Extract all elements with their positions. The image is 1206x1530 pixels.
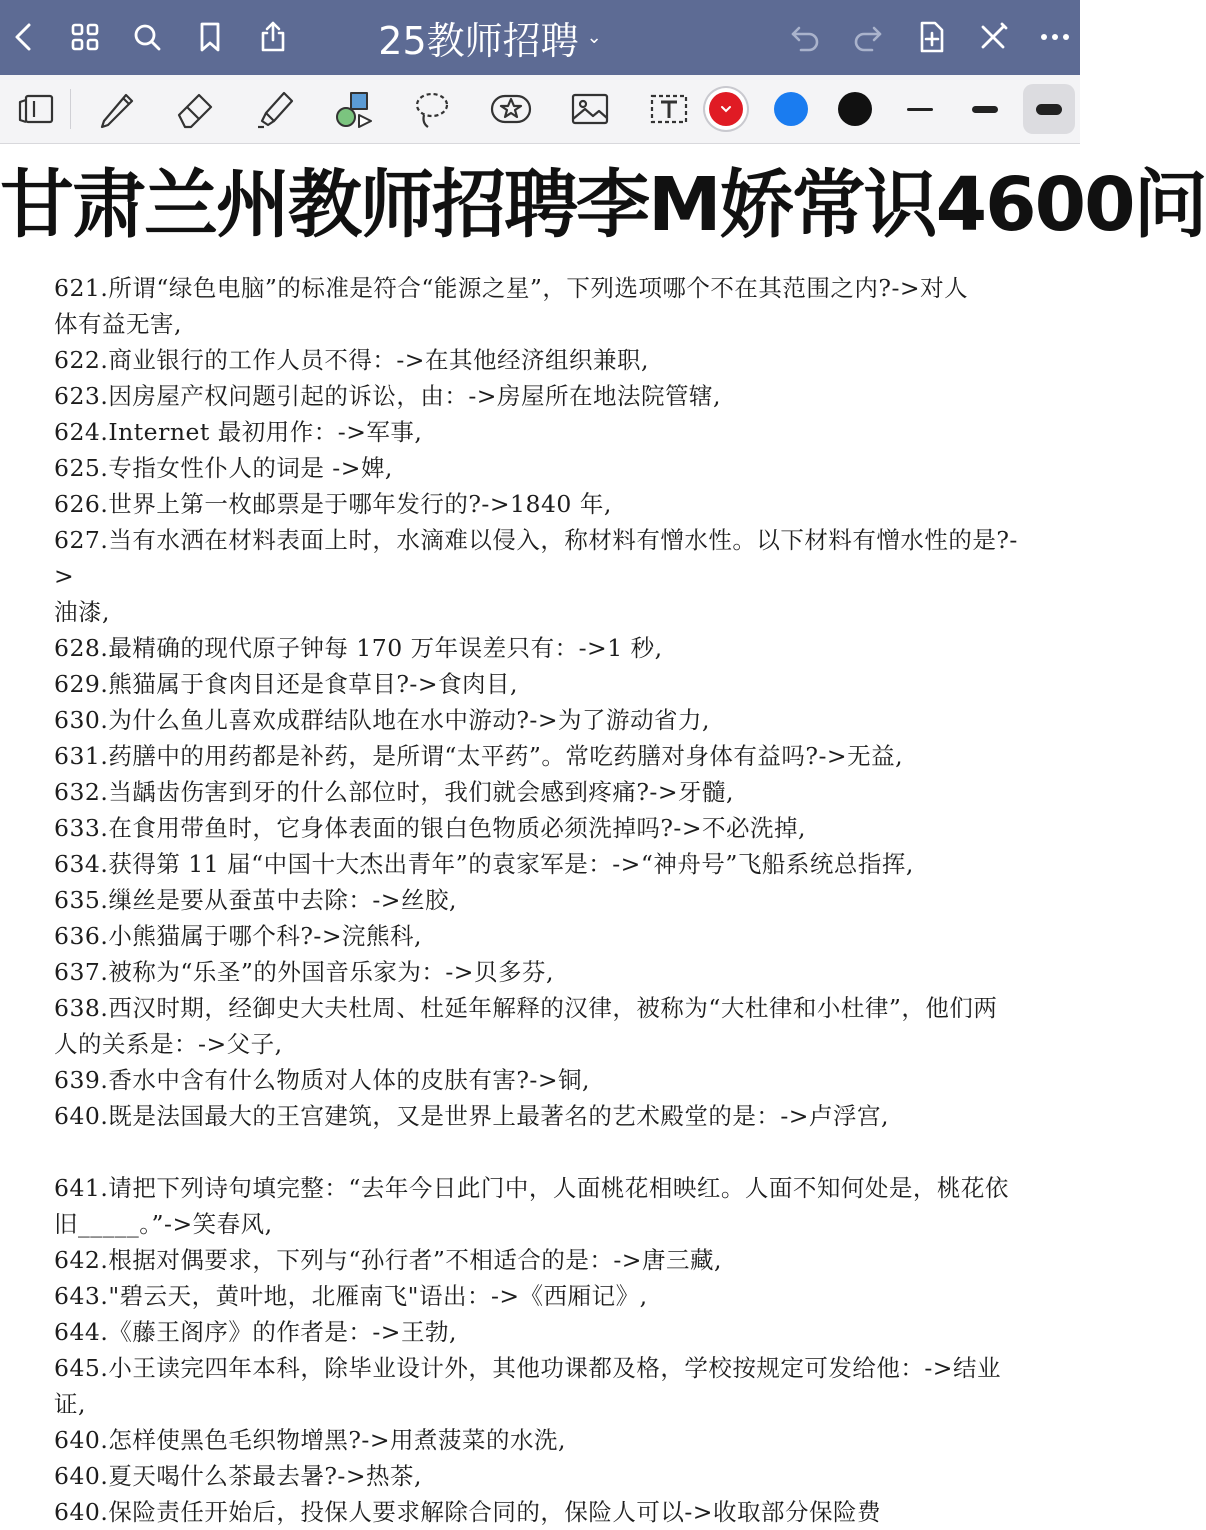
more-icon[interactable] — [1031, 13, 1079, 61]
text-box-icon[interactable] — [643, 84, 695, 134]
question-line: 628.最精确的现代原子钟每 170 万年误差只有：->1 秒, — [54, 634, 663, 662]
share-icon[interactable] — [249, 13, 297, 61]
toolbar-divider — [70, 89, 71, 129]
question-line: 631.药膳中的用药都是补药，是所谓“太平药”。常吃药膳对身体有益吗?->无益, — [54, 742, 904, 770]
page-layout-icon[interactable] — [12, 84, 64, 134]
question-line: 637.被称为“乐圣”的外国音乐家为：->贝多芬, — [54, 958, 554, 986]
question-line: 642.根据对偶要求，下列与“孙行者”不相适合的是：->唐三藏, — [54, 1246, 722, 1274]
lasso-icon[interactable] — [406, 84, 458, 134]
question-line: 640.既是法国最大的王宫建筑，又是世界上最著名的艺术殿堂的是：->卢浮宫, — [54, 1102, 889, 1130]
question-line: 635.缫丝是要从蚕茧中去除：->丝胶, — [54, 886, 457, 914]
undo-icon[interactable] — [781, 13, 829, 61]
question-line: 640.保险责任开始后，投保人要求解除合同的，保险人可以->收取部分保险费 — [54, 1498, 881, 1526]
eraser-icon[interactable] — [169, 84, 221, 134]
question-line: 639.香水中含有什么物质对人体的皮肤有害?->铜, — [54, 1066, 591, 1094]
color-swatch-blue[interactable] — [774, 92, 808, 126]
question-list — [54, 270, 1024, 1530]
question-line: 627.当有水洒在材料表面上时，水滴难以侵入，称材料有憎水性。以下材料有憎水性的是?-> — [54, 526, 1018, 590]
question-line: 636.小熊猫属于哪个科?->浣熊科, — [54, 922, 423, 950]
question-line: 621.所谓“绿色电脑”的标准是符合“能源之星”，下列选项哪个不在其范围之内?->对人 — [54, 274, 969, 302]
stroke-width-thick[interactable] — [1023, 84, 1075, 134]
add-page-icon[interactable] — [907, 13, 955, 61]
question-line: 632.当龋齿伤害到牙的什么部位时，我们就会感到疼痛?->牙髓, — [54, 778, 735, 806]
question-line: 633.在食用带鱼时，它身体表面的银白色物质必须洗掉吗?->不必洗掉, — [54, 814, 807, 842]
question-line: 641.请把下列诗句填完整：“去年今日此门中，人面桃花相映红。人面不知何处是，桃花依 — [54, 1174, 1009, 1202]
question-line: 体有益无害, — [54, 310, 182, 338]
highlighter-icon[interactable] — [248, 84, 300, 134]
chevron-down-icon: ⌄ — [586, 27, 602, 48]
bookmark-icon[interactable] — [186, 13, 234, 61]
question-line: 638.西汉时期，经御史大夫杜周、杜延年解释的汉律，被称为“大杜律和小杜律”，他们两 — [54, 994, 998, 1022]
question-line: 623.因房屋产权问题引起的诉讼，由：->房屋所在地法院管辖, — [54, 382, 721, 410]
drawing-toolbar — [0, 75, 1080, 144]
color-swatch-red[interactable] — [709, 92, 743, 126]
question-line: 626.世界上第一枚邮票是于哪年发行的?->1840 年, — [54, 490, 612, 518]
question-line: 644.《藤王阁序》的作者是：->王勃, — [54, 1318, 457, 1346]
close-icon[interactable] — [969, 13, 1017, 61]
question-line: 629.熊猫属于食肉目还是食草目?->食肉目, — [54, 670, 519, 698]
question-line: 630.为什么鱼儿喜欢成群结队地在水中游动?->为了游动省力, — [54, 706, 711, 734]
color-swatch-black[interactable] — [838, 92, 872, 126]
notebook-title: 25教师招聘 — [378, 19, 579, 63]
document-title: 甘肃兰州教师招聘李M娇常识4600问 — [0, 162, 1206, 248]
pen-icon[interactable] — [90, 84, 142, 134]
stroke-width-medium[interactable] — [959, 84, 1011, 134]
question-line: 643."碧云天，黄叶地，北雁南飞"语出：->《西厢记》, — [54, 1282, 648, 1310]
question-line: 人的关系是：->父子, — [54, 1030, 283, 1058]
question-line: 624.Internet 最初用作：->军事, — [54, 418, 423, 446]
redo-icon[interactable] — [844, 13, 892, 61]
sticker-icon[interactable] — [485, 84, 537, 134]
notebook-title-dropdown[interactable] — [340, 10, 640, 65]
top-nav-bar — [0, 0, 1080, 75]
question-line: 645.小王读完四年本科，除毕业设计外，其他功课都及格，学校按规定可发给他：->结业证, — [54, 1354, 1001, 1418]
image-icon[interactable] — [564, 84, 616, 134]
search-icon[interactable] — [123, 13, 171, 61]
question-line: 640.怎样使黑色毛织物增黑?->用煮菠菜的水洗, — [54, 1426, 567, 1454]
grid-icon[interactable] — [61, 13, 109, 61]
question-line: 622.商业银行的工作人员不得：->在其他经济组织兼职, — [54, 346, 649, 374]
stroke-width-thin[interactable] — [894, 84, 946, 134]
question-line: 625.专指女性仆人的词是 ->婢, — [54, 454, 393, 482]
shapes-icon[interactable] — [327, 84, 379, 134]
back-icon[interactable] — [0, 13, 48, 61]
question-line: 油漆, — [54, 598, 110, 626]
question-line: 634.获得第 11 届“中国十大杰出青年”的袁家军是：->“神舟号”飞船系统总指挥, — [54, 850, 914, 878]
question-line: 640.夏天喝什么茶最去暑?->热茶, — [54, 1462, 423, 1490]
question-line: 旧_____。”->笑春风, — [54, 1210, 273, 1238]
